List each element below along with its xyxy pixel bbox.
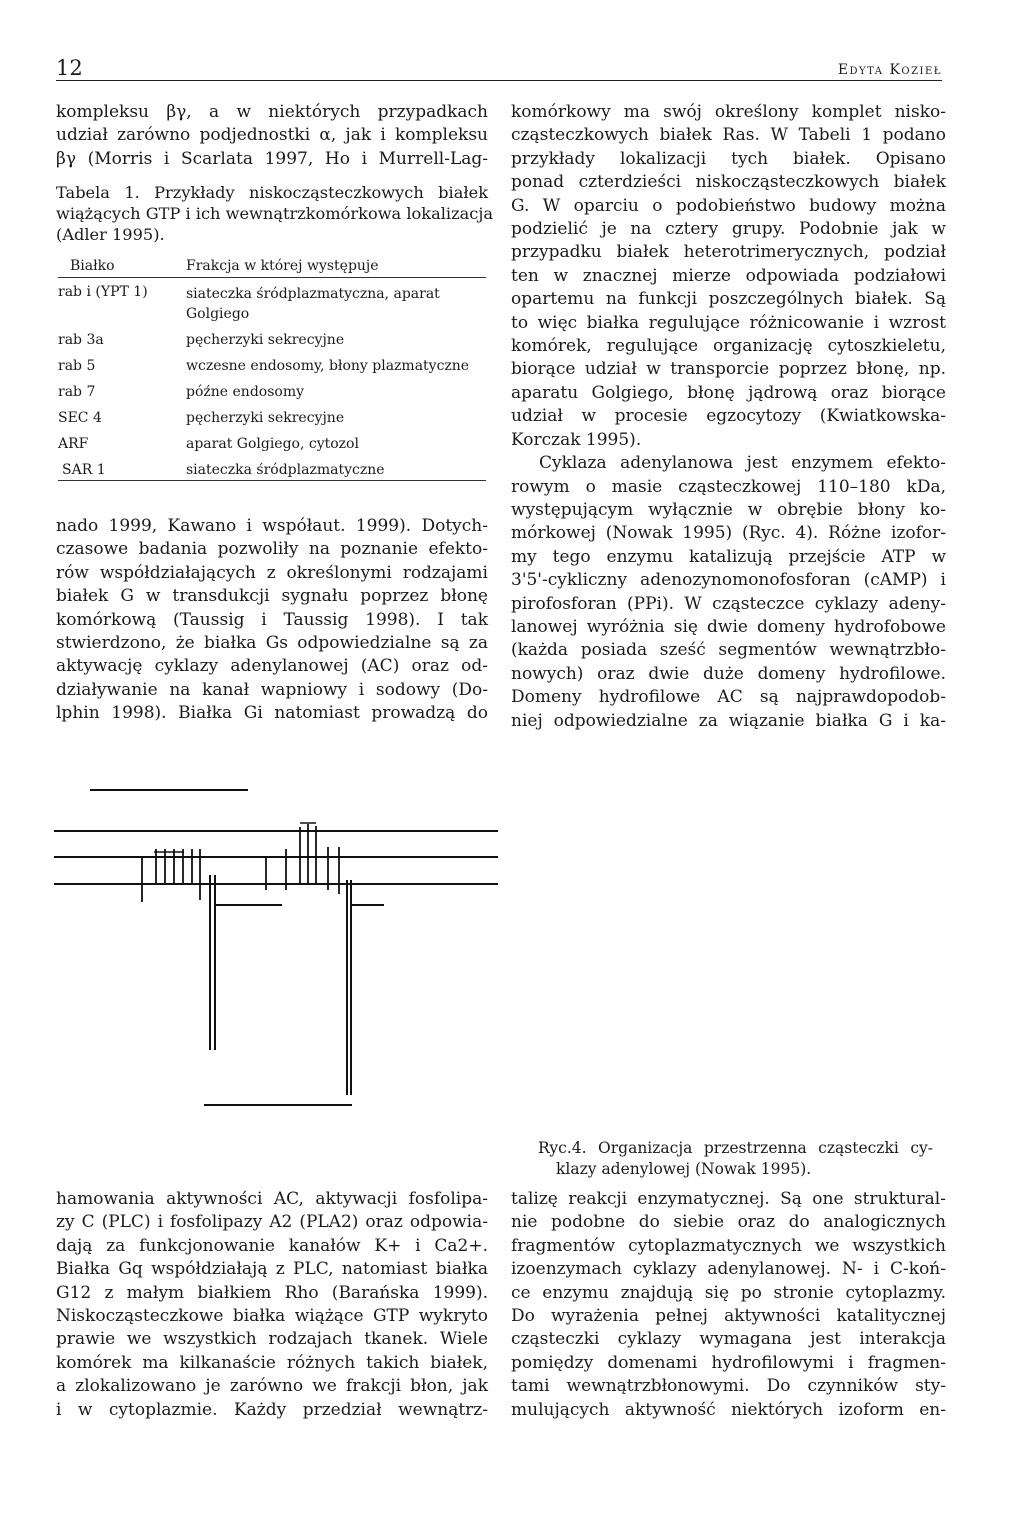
text-line: mulujących aktywność niektórych izoform en- <box>511 1399 946 1420</box>
text-line: nie podobne do siebie oraz do analogicznych <box>511 1212 946 1233</box>
text-line: pirofosforan (PPi). W cząsteczce cyklazy adeny- <box>511 593 946 614</box>
text-line: czasowe badania pozwoliły na poznanie efekto- <box>56 539 488 560</box>
text-line: hamowania aktywności AC, aktywacji fosfolipa- <box>56 1189 488 1209</box>
table-cell-fraction: późne endosomy <box>186 384 305 400</box>
table-cell-fraction: pęcherzyki sekrecyjne <box>186 410 345 426</box>
table-cell-fraction: wczesne endosomy, błony plazmatyczne <box>186 358 470 374</box>
text-line: podzielić je na cztery grupy. Podobnie jak w <box>511 219 946 240</box>
text-line: stwierdzono, że białka Gs odpowiedzialne są za <box>56 633 488 654</box>
caption-line: Ryc.4. Organizacja przestrzenna cząsteczki cy- <box>538 1139 933 1157</box>
table-cell-fraction: aparat Golgiego, cytozol <box>186 436 359 452</box>
text-line: G12 z małym białkiem Rho (Barańska 1999). <box>56 1282 488 1303</box>
page-number: 12 <box>56 56 83 80</box>
header-rule <box>56 80 942 81</box>
text-line: działywanie na kanał wapniowy i sodowy (Do- <box>56 679 488 700</box>
text-line: Niskocząsteczkowe białka wiążące GTP wykryto <box>56 1306 488 1327</box>
text-line: prawie we wszystkich rodzajach tkanek. Wiele <box>56 1329 488 1350</box>
right-column-top <box>511 101 946 733</box>
text-line: udział w procesie egzocytozy (Kwiatkowska- <box>511 406 946 427</box>
right-column-bottom <box>511 1188 946 1422</box>
table-header-rule <box>58 277 486 278</box>
text-line: rów współdziałających z określonymi rodzajami <box>56 562 488 583</box>
text-line: kompleksu βγ, a w niektórych przypadkach <box>56 102 488 122</box>
text-line: nado 1999, Kawano i współaut. 1999). Dotych- <box>56 516 488 536</box>
caption-line: klazy adenylowej (Nowak 1995). <box>556 1160 812 1178</box>
text-line: Korczak 1995). <box>511 429 642 450</box>
text-line: Do wyrażenia pełnej aktywności katalitycznej <box>511 1306 946 1327</box>
text-line: a zlokalizowano je zarówno we frakcji błon, jak <box>56 1376 488 1397</box>
table-header-fraction: Frakcja w której występuje <box>186 258 379 274</box>
caption-line: Tabela 1. Przykłady niskocząsteczkowych białek <box>56 183 488 202</box>
text-line: i w cytoplazmie. Każdy przedział wewnątrz- <box>56 1399 488 1420</box>
text-line: lanowej wyróżnia się dwie domeny hydrofobowe <box>511 616 946 637</box>
text-line: tami wewnątrzbłonowymi. Do czynników sty- <box>511 1376 946 1397</box>
caption-line: (Adler 1995). <box>56 225 165 244</box>
table-cell-fraction: siateczka śródplazmatyczna, aparat Golgiego <box>186 286 440 322</box>
text-line: przykłady lokalizacji tych białek. Opisano <box>511 148 946 169</box>
membrane-lines <box>54 790 498 884</box>
text-line: komórek, regulujące organizację cytoszkieletu, <box>511 336 946 357</box>
text-line: aparatu Golgiego, błonę jądrową oraz biorące <box>511 382 946 403</box>
text-line: ce enzymu znajdują się po stronie cytoplazmy. <box>511 1282 946 1303</box>
text-line: występującym wyłącznie w obrębie błony ko- <box>511 499 946 520</box>
text-line: komórkową (Taussig i Taussig 1998). I tak <box>56 609 488 630</box>
text-line: zy C (PLC) i fosfolipazy A2 (PLA2) oraz odpowia- <box>56 1212 488 1233</box>
figure-caption <box>538 1138 933 1180</box>
table-cell-fraction: pęcherzyki sekrecyjne <box>186 332 345 348</box>
text-line: (każda posiada sześć segmentów wewnątrzbło- <box>511 640 946 661</box>
text-line: nowych) oraz dwie duże domeny hydrofilowe. <box>511 663 946 684</box>
left-column-top <box>56 101 488 171</box>
caption-line: wiążących GTP i ich wewnątrzkomórkowa lokalizacja <box>56 204 493 223</box>
text-line: Cyklaza adenylanowa jest enzymem efekto- <box>539 453 946 474</box>
text-line: pomiędzy domenami hydrofilowymi i fragmen- <box>511 1352 946 1373</box>
text-line: lphin 1998). Białka Gi natomiast prowadzą do <box>56 703 488 724</box>
text-line: białek G w transdukcji sygnału poprzez błonę <box>56 586 488 607</box>
text-line: udział zarówno podjednostki α, jak i kompleksu <box>56 125 488 146</box>
table-caption <box>56 182 493 245</box>
hydrophilic-domains <box>204 875 384 1105</box>
left-column-middle <box>56 515 488 726</box>
table-cell-protein: SAR 1 <box>62 462 106 478</box>
table-cell-protein: rab i (YPT 1) <box>58 284 148 300</box>
text-line: my tego enzymu katalizują przejście ATP w <box>511 546 946 567</box>
text-line: komórek ma kilkanaście różnych takich białek, <box>56 1352 488 1373</box>
text-line: talizę reakcji enzymatycznej. Są one struktural- <box>511 1189 946 1209</box>
left-column-bottom <box>56 1188 488 1422</box>
text-line: dają za funkcjonowanie kanałów K+ i Ca2+. <box>56 1235 488 1256</box>
text-line: niej odpowiedzialne za wiązanie białka G i ka- <box>511 710 946 731</box>
text-line: rowym o masie cząsteczkowej 110–180 kDa, <box>511 476 946 497</box>
text-line: fragmentów cytoplazmatycznych we wszystkich <box>511 1235 946 1256</box>
text-line: izoenzymach cyklazy adenylanowej. N- i C-koń- <box>511 1259 946 1280</box>
text-line: Domeny hydrofilowe AC są najprawdopodob- <box>511 687 946 708</box>
text-line: biorące udział w transporcie poprzez błonę, np. <box>511 359 946 380</box>
figure-4-diagram <box>54 760 498 1120</box>
text-line: 3'5'-cykliczny adenozynomonofosforan (cAMP) i <box>511 570 946 591</box>
text-line: mórkowej (Nowak 1995) (Ryc. 4). Różne izofor- <box>511 523 946 544</box>
table-cell-protein: ARF <box>58 436 89 452</box>
table-cell-protein: rab 7 <box>58 384 96 400</box>
text-line: to więc białka regulujące różnicowanie i wzrost <box>511 312 946 333</box>
text-line: aktywację cyklazy adenylanowej (AC) oraz od- <box>56 656 488 677</box>
text-line: βγ (Morris i Scarlata 1997, Ho i Murrell-Lag- <box>56 148 488 169</box>
running-header-author: Edyta Kozieł <box>837 62 942 78</box>
text-line: cząsteczki cyklazy wymagana jest interakcja <box>511 1329 946 1350</box>
text-line: opartemu na funkcji poszczególnych białek. Są <box>511 289 946 310</box>
text-line: ponad czterdzieści niskocząsteczkowych białek <box>511 172 946 193</box>
text-line: Białka Gq współdziałają z PLC, natomiast białka <box>56 1259 488 1280</box>
table-bottom-rule <box>58 480 486 481</box>
table-cell-fraction: siateczka śródplazmatyczne <box>186 462 385 478</box>
text-line: G. W oparciu o podobieństwo budowy można <box>511 195 946 216</box>
text-line: ten w znacznej mierze odpowiada podziałowi <box>511 265 946 286</box>
table-cell-protein: SEC 4 <box>58 410 102 426</box>
table-cell-protein: rab 3a <box>58 332 104 348</box>
table-cell-protein: rab 5 <box>58 358 96 374</box>
text-line: przypadku białek heterotrimerycznych, podział <box>511 242 946 263</box>
text-line: cząsteczkowych białek Ras. W Tabeli 1 podano <box>511 125 946 146</box>
table-header-protein: Białko <box>70 258 115 274</box>
text-line: komórkowy ma swój określony komplet nisko- <box>511 102 946 122</box>
